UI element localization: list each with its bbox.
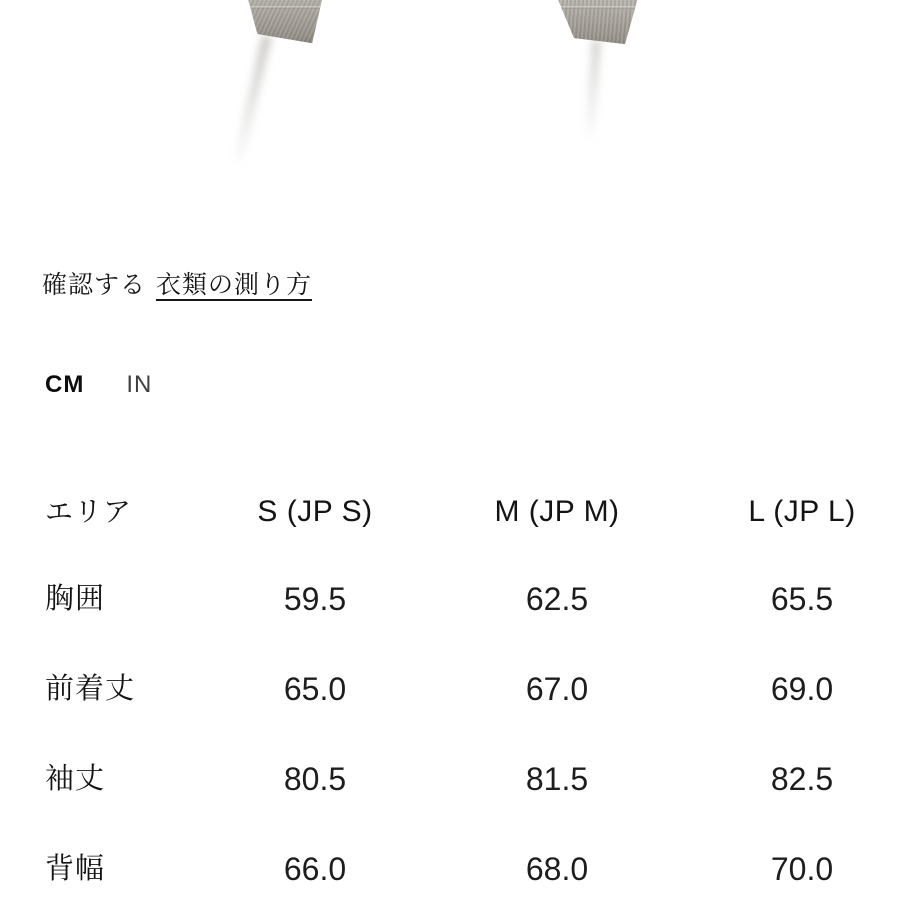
unit-in-button[interactable]: IN [126,371,153,398]
cell-value: 80.5 [283,761,347,797]
table-row [0,851,900,889]
row-label: 背幅 [45,853,106,885]
table-row [0,761,900,799]
table-row [0,671,900,709]
cell-value: 65.5 [770,581,834,617]
measure-guide-link[interactable]: 衣類の測り方 [156,271,313,299]
column-header-area: エリア [45,496,133,527]
column-header-size-m: M (JP M) [494,495,620,528]
cell-value: 82.5 [770,761,834,797]
cell-value: 66.0 [283,851,347,887]
size-table-header-row [0,494,900,532]
cell-value: 68.0 [525,851,589,887]
row-label: 袖丈 [45,763,106,795]
measure-guide-text: 確認する [42,271,147,299]
row-label: 胸囲 [45,583,106,615]
cell-value: 59.5 [283,581,347,617]
column-header-size-s: S (JP S) [257,495,373,528]
row-label: 前着丈 [45,673,136,705]
cell-value: 65.0 [283,671,347,707]
unit-cm-button[interactable]: CM [45,371,85,398]
column-header-size-l: L (JP L) [748,495,856,528]
cell-value: 67.0 [525,671,589,707]
table-row [0,581,900,619]
cell-value: 70.0 [770,851,834,887]
cell-value: 62.5 [525,581,589,617]
cell-value: 69.0 [770,671,834,707]
cell-value: 81.5 [525,761,589,797]
